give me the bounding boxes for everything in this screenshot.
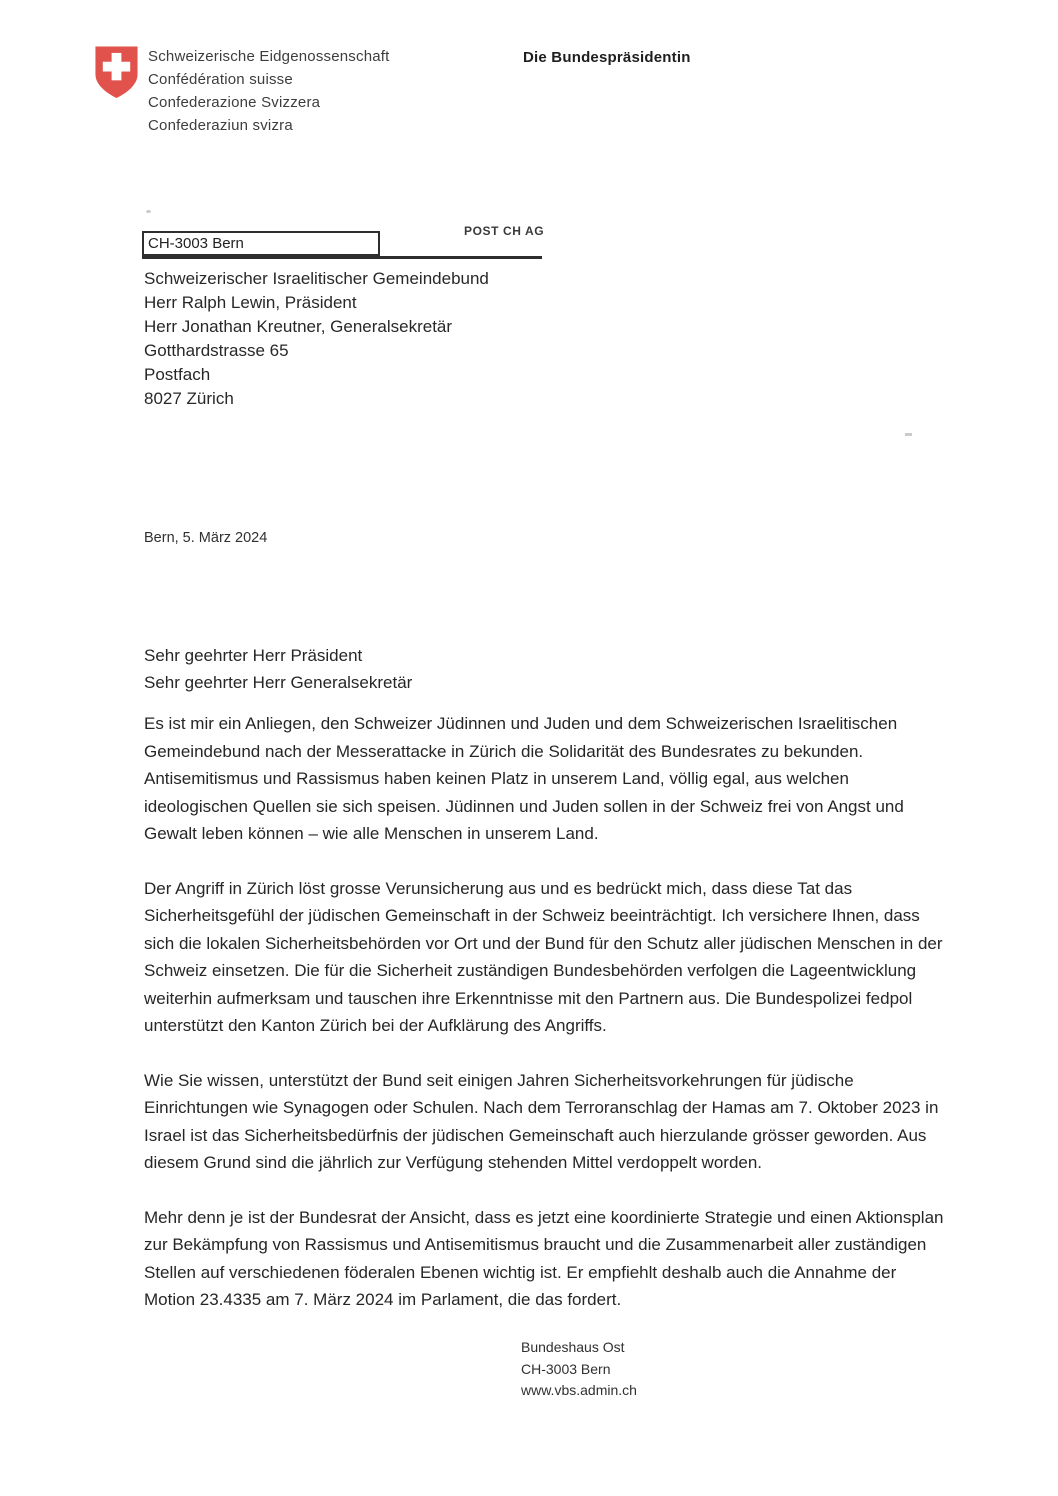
scan-artifact — [905, 433, 912, 436]
sender-title: Die Bundespräsidentin — [523, 49, 691, 66]
recipient-line: Schweizerischer Israelitischer Gemeindebund — [144, 269, 489, 288]
wordmark-line-rm: Confederaziun svizra — [148, 117, 293, 134]
return-address-box — [142, 231, 380, 256]
return-address-text: CH-3003 Bern — [148, 235, 244, 252]
body-paragraph: Mehr denn je ist der Bundesrat der Ansicht, dass es jetzt eine koordinierte Strategie und einen Aktionsplan zur Bekämpfung von Rassismus und Antisemitismus braucht und die Zusammenarbeit aller zuständigen Stellen auf verschiedenen föderalen Ebenen wichtig ist. Er empfiehlt deshalb auch die Annahme der Motion 23.4335 am 7. März 2024 im Parlament, die das fordert. — [144, 1207, 944, 1309]
wordmark-line-it: Confederazione Svizzera — [148, 94, 321, 111]
federal-wordmark — [148, 45, 390, 137]
body-paragraph: Der Angriff in Zürich löst grosse Verunsicherung aus und es bedrückt mich, dass diese Tat das Sicherheitsgefühl der jüdischen Gemeinschaft in der Schweiz beeinträchtigt. Ich versichere Ihnen, dass sich die lokalen Sicherheitsbehörden vor Ort und der Bund für den Schutz aller jüdischen Menschen in der Schweiz einsetzen. Die für die Sicherheit zuständigen Bundesbehörden verfolgen die Lageentwicklung weiterhin aufmerksam und tauschen ihre Erkenntnisse mit den Partnern aus. Die Bundespolizei fedpol unterstützt den Kanton Zürich bei der Aufklärung des Angriffs. — [144, 878, 943, 1035]
letter-body — [144, 710, 944, 1341]
scan-artifact — [146, 210, 151, 213]
wordmark-line-fr: Confédération suisse — [148, 71, 293, 88]
body-paragraph: Es ist mir ein Anliegen, den Schweizer Jüdinnen und Juden und dem Schweizerischen Israelitischen Gemeindebund nach der Messerattacke in Zürich die Solidarität des Bundesrates zu bekunden. Antisemitismus und Rassismus haben keinen Platz in unserem Land, völlig egal, aus welchen ideologischen Quellen sie sich speisen. Jüdinnen und Juden sollen in der Schweiz frei von Angst und Gewalt leben können – wie alle Menschen in unserem Land. — [144, 714, 904, 843]
footer-address — [521, 1337, 637, 1402]
date-line: Bern, 5. März 2024 — [144, 530, 268, 546]
salutation — [144, 642, 412, 696]
wordmark-line-de: Schweizerische Eidgenossenschaft — [148, 48, 390, 65]
footer-line: Bundeshaus Ost — [521, 1339, 625, 1355]
recipient-line: 8027 Zürich — [144, 389, 234, 408]
footer-line: www.vbs.admin.ch — [521, 1382, 637, 1398]
recipient-line: Postfach — [144, 365, 211, 384]
recipient-line: Herr Ralph Lewin, Präsident — [144, 293, 357, 312]
footer-line: CH-3003 Bern — [521, 1360, 611, 1377]
recipient-line: Gotthardstrasse 65 — [144, 341, 289, 360]
address-separator-line — [142, 256, 542, 259]
carrier-label: POST CH AG — [464, 224, 545, 238]
recipient-address — [144, 267, 489, 411]
body-paragraph: Wie Sie wissen, unterstützt der Bund seit einigen Jahren Sicherheitsvorkehrungen für jüdische Einrichtungen wie Synagogen oder Schulen. Nach dem Terroranschlag der Hamas am 7. Oktober 2023 in Israel ist das Sicherheitsbedürfnis der jüdischen Gemeinschaft auch hierzulande grösser geworden. Aus diesem Grund sind die jährlich zur Verfügung stehenden Mittel verdoppelt worden. — [144, 1070, 939, 1172]
salutation-line: Sehr geehrter Herr Präsident — [144, 646, 363, 665]
salutation-line: Sehr geehrter Herr Generalsekretär — [144, 673, 413, 692]
recipient-line: Herr Jonathan Kreutner, Generalsekretär — [144, 317, 453, 336]
swiss-coat-of-arms-icon — [93, 44, 140, 101]
